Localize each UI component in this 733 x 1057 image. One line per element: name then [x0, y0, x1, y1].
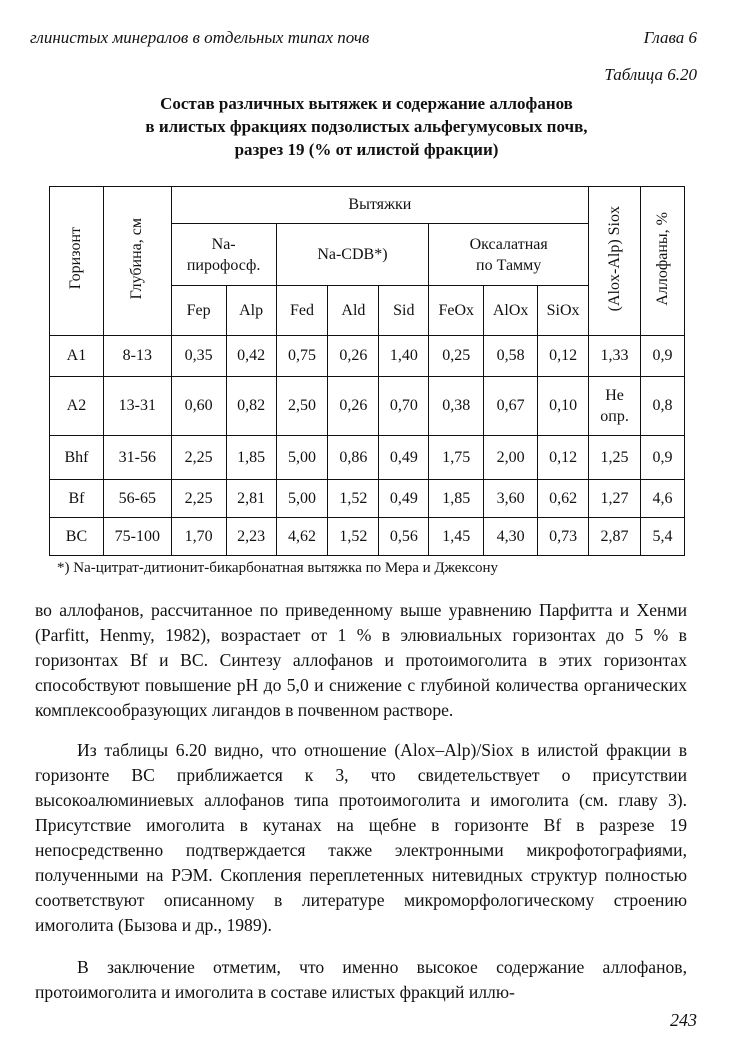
cell-value: 5,00: [276, 480, 328, 518]
cell-value: 1,52: [328, 480, 379, 518]
cell-value: 0,9: [641, 336, 685, 377]
caption-line: разрез 19 (% от илистой фракции): [234, 140, 499, 159]
header-allophane-label: Аллофаны, %: [653, 211, 671, 306]
subheader-cell: Fed: [276, 286, 328, 336]
subheader-cell: AlOx: [484, 286, 538, 336]
header-pyrophosphate-line1: Na-: [211, 235, 236, 253]
cell-value: Не опр.: [589, 377, 641, 436]
running-header-left: глинистых минералов в отдельных типах почв: [30, 28, 370, 47]
subheader-cell: Sid: [379, 286, 429, 336]
table-row: [50, 336, 685, 377]
header-oxalate: [429, 224, 589, 286]
cell-value: 0,26: [328, 377, 379, 436]
cell-value: 0,82: [226, 377, 276, 436]
cell-value: 0,58: [484, 336, 538, 377]
cell-value: 0,70: [379, 377, 429, 436]
cell-depth: 8-13: [103, 336, 171, 377]
header-ratio-label: (Alox-Alp) Siox: [605, 205, 623, 312]
cell-depth: 31-56: [103, 436, 171, 480]
table-row: [50, 377, 685, 436]
cell-value: 4,62: [276, 518, 328, 556]
cell-value: 4,30: [484, 518, 538, 556]
cell-value: 2,87: [589, 518, 641, 556]
header-ratio: [589, 187, 641, 336]
cell-horizon: A1: [50, 336, 104, 377]
cell-value: 0,26: [328, 336, 379, 377]
cell-horizon: Bhf: [50, 436, 104, 480]
subheader-cell: Fep: [171, 286, 226, 336]
cell-value: 1,52: [328, 518, 379, 556]
table-caption: [60, 92, 673, 161]
cell-value: 4,6: [641, 480, 685, 518]
cell-value: 2,25: [171, 436, 226, 480]
cell-depth: 75-100: [103, 518, 171, 556]
header-pyrophosphate-line2: пирофосф.: [186, 256, 261, 274]
cell-value: 1,85: [429, 480, 484, 518]
table-number: Таблица 6.20: [604, 65, 697, 84]
cell-depth: 13-31: [103, 377, 171, 436]
running-header-right: Глава 6: [643, 28, 697, 47]
cell-value: 1,70: [171, 518, 226, 556]
table-row: [50, 480, 685, 518]
cell-depth: 56-65: [103, 480, 171, 518]
header-oxalate-line1: Оксалатная: [469, 235, 548, 253]
header-depth-label: Глубина, см: [128, 217, 146, 300]
cell-value: 1,45: [429, 518, 484, 556]
cell-value: 5,00: [276, 436, 328, 480]
cell-value: 2,50: [276, 377, 328, 436]
cell-value: 5,4: [641, 518, 685, 556]
cell-horizon: BC: [50, 518, 104, 556]
cell-value: 0,10: [538, 377, 589, 436]
cell-value: 0,62: [538, 480, 589, 518]
subheader-cell: Ald: [328, 286, 379, 336]
cell-horizon: A2: [50, 377, 104, 436]
header-oxalate-line2: по Тамму: [476, 256, 542, 274]
cell-value: 0,8: [641, 377, 685, 436]
cell-value: 1,33: [589, 336, 641, 377]
header-depth: [103, 187, 171, 336]
cell-value: 0,9: [641, 436, 685, 480]
cell-value: 0,86: [328, 436, 379, 480]
cell-value: 2,23: [226, 518, 276, 556]
header-allophane: [641, 187, 685, 336]
cell-value: 0,12: [538, 336, 589, 377]
page-number: 243: [670, 1010, 697, 1030]
cell-value: 0,49: [379, 480, 429, 518]
table-row: [50, 436, 685, 480]
cell-value: 1,25: [589, 436, 641, 480]
cell-value: 1,75: [429, 436, 484, 480]
cell-value: 1,85: [226, 436, 276, 480]
cell-value: 2,00: [484, 436, 538, 480]
subheader-cell: Alp: [226, 286, 276, 336]
table-row: [50, 518, 685, 556]
header-horizon: [50, 187, 104, 336]
cell-value: 0,25: [429, 336, 484, 377]
cell-value: 0,75: [276, 336, 328, 377]
cell-value: 0,73: [538, 518, 589, 556]
paragraph: В заключение отметим, что именно высокое содержание аллофанов, протоимоголита и имоголита в составе илистых фракций иллю-: [35, 957, 687, 1002]
cell-value: 0,12: [538, 436, 589, 480]
cell-horizon: Bf: [50, 480, 104, 518]
cell-value: 3,60: [484, 480, 538, 518]
cell-value: 1,40: [379, 336, 429, 377]
cell-value: 0,56: [379, 518, 429, 556]
header-horizon-label: Горизонт: [67, 227, 85, 290]
cell-value: 0,49: [379, 436, 429, 480]
running-header: [30, 28, 697, 54]
cell-value: 0,42: [226, 336, 276, 377]
cell-value: 0,60: [171, 377, 226, 436]
header-pyrophosphate: [171, 224, 276, 286]
header-cdb: Na-CDB*): [276, 224, 429, 286]
subheader-cell: FeOx: [429, 286, 484, 336]
paragraph: во аллофанов, рассчитанное по приведенному выше уравнению Парфитта и Хенми (Parfitt, Henmy, 1982), возрастает от 1 % в элювиальных горизонтах до 5 % в горизонтах Bf и BC. Синтезу аллофанов и протоимоголита в этих горизонтах способствуют повышение pH до 5,0 и снижение с глубиной количества органических комплексообразующих лигандов в почвенном растворе.: [35, 600, 687, 720]
cell-value: 0,35: [171, 336, 226, 377]
table-footnote: *) Na-цитрат-дитионит-бикарбонатная вытяжка по Мера и Джексону: [57, 560, 499, 576]
caption-line: в илистых фракциях подзолистых альфегумусовых почв,: [145, 117, 588, 136]
subheader-cell: SiOx: [538, 286, 589, 336]
cell-value: 2,25: [171, 480, 226, 518]
data-table: [49, 186, 685, 556]
cell-value: 1,27: [589, 480, 641, 518]
caption-line: Состав различных вытяжек и содержание аллофанов: [160, 94, 573, 113]
cell-value: 0,38: [429, 377, 484, 436]
cell-value: 2,81: [226, 480, 276, 518]
cell-value: 0,67: [484, 377, 538, 436]
paragraph: Из таблицы 6.20 видно, что отношение (Alox–Alp)/Siox в илистой фракции в горизонте BC приближается к 3, что свидетельствует о присутствии высокоалюминиевых аллофанов типа протоимоголита и имоголита (см. главу 3). Присутствие имоголита в кутанах на щебне в горизонте Bf в разрезе 19 непосредственно подтверждается также электронными микрофотографиями, полученными на РЭМ. Скопления переплетенных нитевидных структур полностью соответствуют описанному в литературе микроморфологическому строению имоголита (Бызова и др., 1989).: [35, 740, 687, 935]
header-extracts: Вытяжки: [171, 187, 588, 224]
